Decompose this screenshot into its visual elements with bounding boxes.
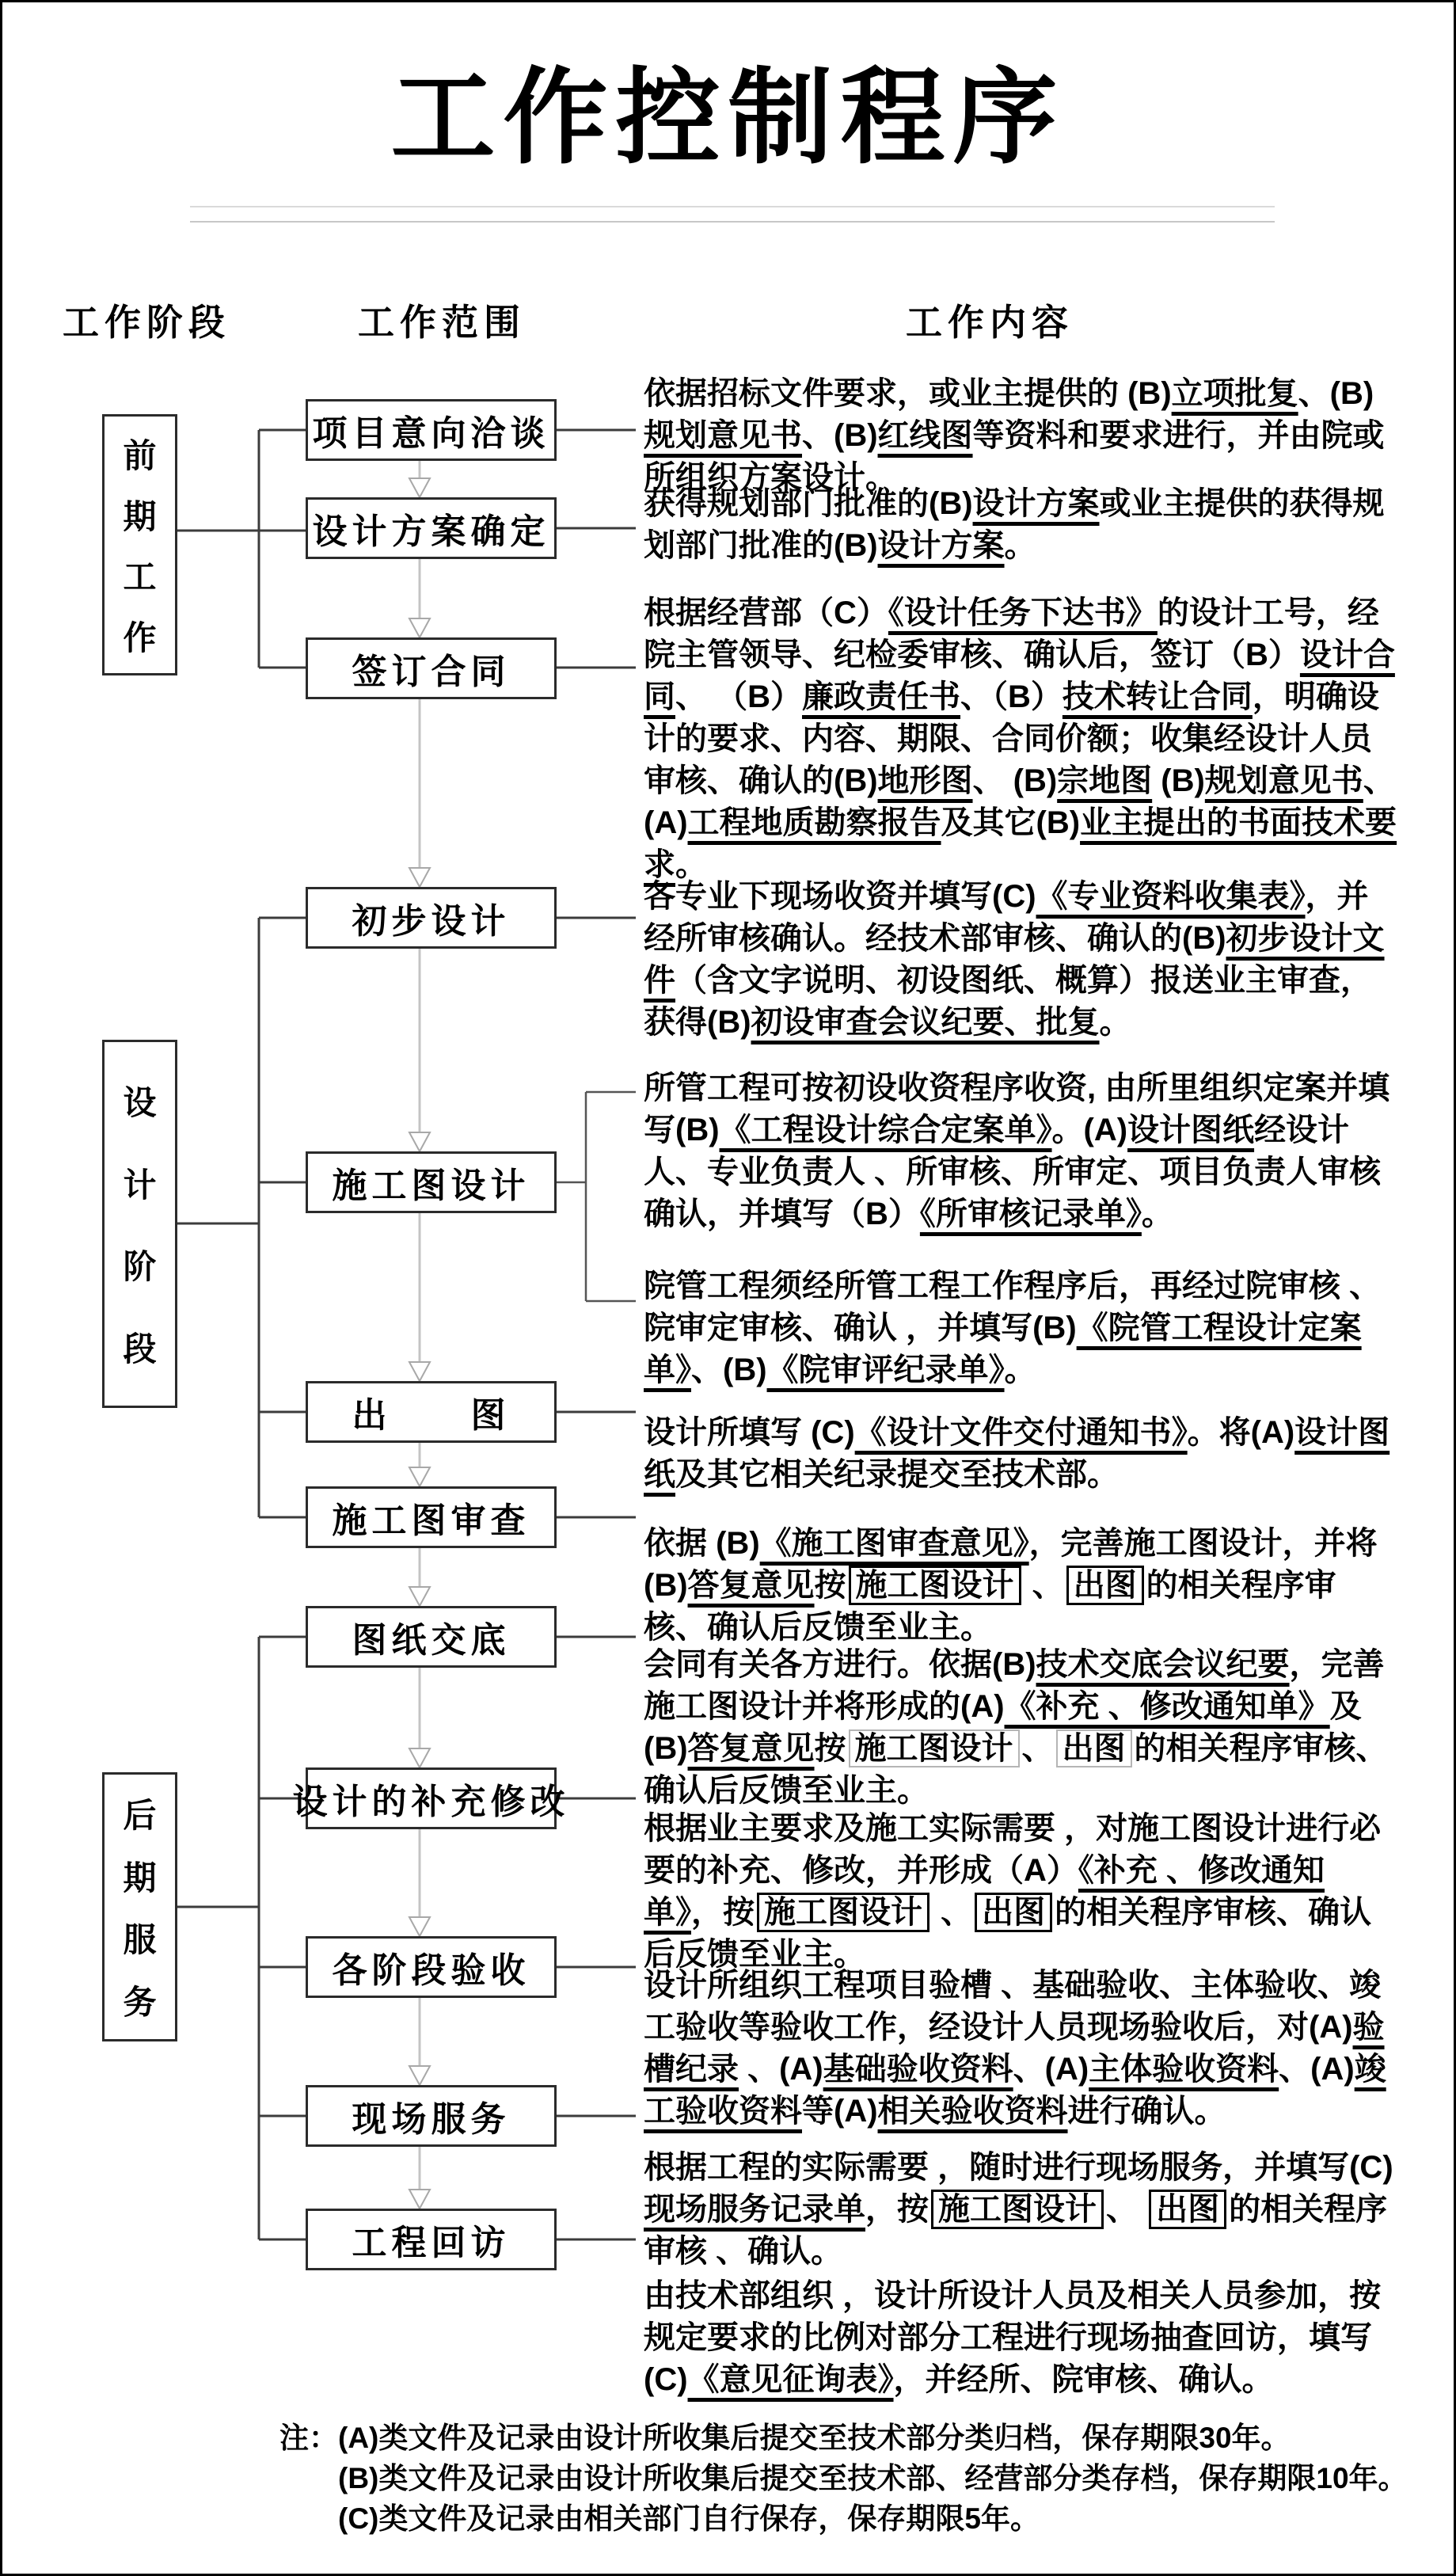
text-segment: 院管工程须经所管工程工作程序后，再经过院审核 、院审定审核、确认 ，并填写(B) — [644, 1269, 1382, 1345]
boxed-term: 施工图设计 — [931, 2190, 1104, 2229]
text-segment: 、(A) — [739, 2052, 823, 2087]
text-segment: ，按 — [691, 1895, 755, 1930]
boxed-term: 施工图设计 — [757, 1893, 929, 1932]
content-block-cd-design-branch — [644, 1067, 1397, 1235]
text-segment: 等(A) — [802, 2094, 878, 2129]
process-box-stage-acceptance: 各阶段验收 — [306, 1936, 557, 1998]
text-segment: 、 — [1021, 1731, 1054, 1766]
underlined-term: 业主提出的书面技术要求 — [644, 805, 1397, 882]
underlined-term: 宗地图 — [1057, 763, 1153, 798]
text-segment: 根据工程的实际需要 ，随时进行现场服务，并填写(C) — [644, 2150, 1393, 2185]
text-segment: 设计所填写 (C) — [644, 1415, 855, 1450]
text-segment: 的相关程序审核、确认后反馈至业主。 — [644, 1568, 1336, 1645]
process-box-site-service: 现场服务 — [306, 2085, 557, 2147]
text-segment: ，并经所、院审核、确认。 — [893, 2362, 1274, 2397]
stage-label-char: 期 — [123, 497, 157, 535]
boxed-term: 出图 — [975, 1893, 1052, 1932]
text-segment: ，完善施工图设计并将形成的(A) — [644, 1647, 1385, 1724]
underlined-term: 相关验收资料 — [877, 2094, 1068, 2129]
text-segment: 依据招标文件要求，或业主提供的 (B) — [644, 376, 1172, 411]
text-segment: 。将(A) — [1187, 1415, 1295, 1450]
process-box-drawing-output: 出 图 — [306, 1381, 557, 1443]
stage-label-char: 后 — [123, 1796, 157, 1834]
text-segment: 的相关程序审核、确认后反馈至业主。 — [644, 1895, 1372, 1972]
underlined-term: 《补充 、修改通知单》 — [1004, 1689, 1330, 1724]
text-segment: 按 — [814, 1568, 846, 1603]
text-segment: 各专业下现场收资并填写(C) — [644, 879, 1036, 914]
text-segment: 。(A) — [1051, 1113, 1128, 1147]
text-segment: 设计所组织工程项目验槽 、基础验收、主体验收、竣工验收等验收工作，经设计人员现场验收后，对(A) — [644, 1968, 1382, 2045]
text-segment: ，按 — [865, 2192, 929, 2227]
underlined-term: 工程地质勘察报告 — [687, 805, 941, 840]
text-segment: 依据 (B) — [644, 1526, 760, 1561]
text-segment: 的设计工号，经院主管领导、纪检委审核、确认后，签订（B） — [644, 595, 1379, 672]
underlined-term: 设计图纸 — [644, 1415, 1390, 1492]
text-segment: 、(A) — [644, 763, 1395, 840]
text-segment: ，完善施工图设计，并将(B) — [644, 1526, 1378, 1603]
process-box-drawing-review: 施工图审查 — [306, 1486, 557, 1548]
note-text: (C)类文件及记录由相关部门自行保存，保存期限5年。 — [338, 2502, 1040, 2535]
text-segment: 、(A) — [1013, 2052, 1089, 2087]
page-title: 工作控制程序 — [390, 60, 1066, 177]
text-segment: 根据经营部（C） — [644, 595, 888, 630]
text-segment: 按 — [814, 1731, 846, 1766]
text-segment: 根据业主要求及施工实际需要 ，对施工图设计进行必要的补充、修改，并形成（A） — [644, 1811, 1382, 1888]
text-segment: 。 — [1004, 528, 1036, 563]
process-box-sign-contract: 签订合同 — [306, 637, 557, 699]
underlined-term: 规划意见书 — [644, 418, 802, 453]
process-box-construction-drawing-design: 施工图设计 — [306, 1151, 557, 1213]
boxed-term: 出图 — [1149, 2190, 1226, 2229]
text-segment: 、 (B) — [972, 763, 1058, 798]
note-text: (B)类文件及记录由设计所收集后提交至技术部、经营部分类存档，保存期限10年。 — [338, 2462, 1408, 2494]
content-block-acceptance — [644, 1965, 1397, 2133]
underlined-term: 设计图纸 — [1127, 1113, 1255, 1147]
text-segment: 由技术部组织 ，设计所设计人员及相关人员参加，按规定要求的比例对部分工程进行现场抽查回访，填写 (C) — [644, 2278, 1382, 2397]
boxed-term: 施工图设计 — [849, 1729, 1020, 1767]
underlined-term: 设计方案 — [877, 528, 1005, 563]
text-segment: 所管工程可按初设收资程序收资, 由所里组织定案并填写(B) — [644, 1071, 1390, 1147]
underlined-term: 《施工图审查意见》 — [759, 1526, 1029, 1561]
content-block-sign-contract — [644, 592, 1397, 886]
underlined-term: 现场服务记录单 — [644, 2192, 865, 2227]
process-box-project-intent-talks: 项目意向洽谈 — [306, 399, 557, 461]
underlined-term: 初步设计文件 — [644, 921, 1385, 998]
underlined-term: 设计方案 — [972, 486, 1100, 521]
column-header-stage: 工作阶段 — [63, 302, 230, 343]
notes-prefix: 注： — [279, 2422, 338, 2454]
text-segment: (B) — [1152, 763, 1205, 798]
content-block-cd-design-yuan — [644, 1265, 1397, 1391]
underlined-term: 《补充 、修改通知单》 — [644, 1853, 1325, 1930]
text-segment: 会同有关各方进行。依据(B) — [644, 1647, 1036, 1682]
text-segment: 经设计人、专业负责人 、所审核、所审定、项目负责人审核确认，并填写（B） — [644, 1113, 1382, 1231]
stage-box-early-work — [102, 414, 177, 675]
stage-label-char: 服 — [123, 1921, 157, 1959]
note-line-b — [338, 2458, 1408, 2498]
stage-label-char: 务 — [123, 1984, 157, 2022]
underlined-term: 廉政责任书 — [802, 679, 960, 714]
underlined-term: 基础验收资料 — [823, 2052, 1013, 2087]
text-segment: 及其它(B) — [941, 805, 1081, 840]
text-segment: ，并经所审核确认。经技术部审核、确认的(B) — [644, 879, 1369, 956]
text-segment: 的相关程序审核、确认后反馈至业主。 — [644, 1731, 1388, 1808]
text-segment: 。 — [1004, 1353, 1036, 1387]
process-box-supplement-revision: 设计的补充修改 — [306, 1767, 557, 1829]
stage-label-char: 前 — [123, 436, 157, 474]
text-segment: 、 （B） — [675, 679, 802, 714]
text-segment: 、 — [1023, 1568, 1064, 1603]
stage-label-char: 作 — [123, 619, 157, 657]
boxed-term: 施工图设计 — [849, 1566, 1021, 1605]
boxed-term: 出图 — [1056, 1729, 1132, 1767]
text-segment: 获得规划部门批准的(B) — [644, 486, 973, 521]
stage-label-char: 段 — [123, 1330, 157, 1368]
column-header-scope: 工作范围 — [358, 302, 526, 343]
column-header-content: 工作内容 — [906, 302, 1074, 343]
underlined-term: 《院审评纪录单》 — [766, 1353, 1005, 1387]
underlined-term: 规划意见书 — [1204, 763, 1363, 798]
underlined-term: 《意见征询表》 — [687, 2362, 894, 2397]
underlined-term: 立项批复 — [1171, 376, 1298, 411]
process-box-design-scheme-confirm: 设计方案确定 — [306, 497, 557, 559]
boxed-term: 出图 — [1066, 1566, 1144, 1605]
content-block-drawing-output — [644, 1412, 1397, 1496]
underlined-term: 竣工验收资料 — [644, 2052, 1386, 2129]
stage-box-late-service — [102, 1772, 177, 2041]
text-segment: 及其它相关纪录提交至技术部。 — [675, 1457, 1119, 1492]
process-box-drawing-disclosure: 图纸交底 — [306, 1606, 557, 1668]
underlined-term: 《工程设计综合定案单》 — [719, 1113, 1052, 1147]
stage-box-design-phase — [102, 1040, 177, 1408]
underlined-term: 答复意见 — [687, 1568, 815, 1603]
text-segment: 等资料和要求进行，并由院或所组织方案设计。 — [644, 418, 1385, 495]
stage-label-char: 期 — [123, 1859, 157, 1897]
text-segment: 。 — [1141, 1197, 1173, 1231]
underlined-term: 验槽纪录 — [644, 2010, 1385, 2087]
content-block-project-intent — [644, 373, 1397, 499]
text-segment: 、 — [1106, 2192, 1147, 2227]
note-text: (A)类文件及记录由设计所收集后提交至技术部分类归档，保存期限30年。 — [338, 2422, 1291, 2454]
text-segment: 、(A) — [1279, 2052, 1355, 2087]
underlined-term: 主体验收资料 — [1089, 2052, 1279, 2087]
underlined-term: 技术交底会议纪要 — [1036, 1647, 1290, 1682]
text-segment: 进行确认。 — [1067, 2094, 1226, 2129]
process-box-preliminary-design: 初步设计 — [306, 887, 557, 949]
content-block-revisit — [644, 2275, 1397, 2401]
note-line-a — [279, 2418, 1408, 2458]
text-segment: 。 — [675, 847, 707, 882]
text-segment: 、(B) — [1298, 376, 1374, 411]
underlined-term: 红线图 — [877, 418, 973, 453]
text-segment: 、（B） — [960, 679, 1063, 714]
underlined-term: 《所审核记录单》 — [919, 1197, 1142, 1231]
stage-label-char: 设 — [123, 1083, 157, 1121]
underlined-term: 《设计任务下达书》 — [888, 595, 1158, 630]
underlined-term: 《设计文件交付通知书》 — [854, 1415, 1188, 1450]
text-segment: 的相关程序审核 、确认。 — [644, 2192, 1388, 2269]
text-segment: 及(B) — [644, 1689, 1362, 1766]
content-block-disclosure — [644, 1644, 1397, 1812]
underlined-term: 设计合同 — [644, 637, 1395, 714]
stage-label-char: 工 — [123, 558, 157, 596]
content-block-scheme-confirm — [644, 483, 1397, 567]
notes-section — [279, 2418, 1408, 2539]
text-segment: 、(B) — [691, 1353, 767, 1387]
content-block-drawing-review — [644, 1523, 1397, 1649]
stage-label-char: 阶 — [123, 1248, 157, 1286]
note-line-c — [338, 2498, 1408, 2539]
text-segment: 、(B) — [802, 418, 878, 453]
text-segment: 、 — [932, 1895, 973, 1930]
underlined-term: 地形图 — [877, 763, 973, 798]
process-box-project-revisit: 工程回访 — [306, 2209, 557, 2270]
underlined-term: 初设审查会议纪要、批复 — [751, 1005, 1100, 1040]
text-segment: ，明确设计的要求、内容、期限、合同价额；收集经设计人员审核、确认的(B) — [644, 679, 1379, 798]
content-block-site-service — [644, 2147, 1397, 2273]
underlined-term: 技术转让合同 — [1062, 679, 1253, 714]
underlined-term: 《专业资料收集表》 — [1036, 879, 1306, 914]
underlined-term: 答复意见 — [687, 1731, 815, 1766]
text-segment: 。 — [1099, 1005, 1131, 1040]
text-segment: 或业主提供的获得规划部门批准的(B) — [644, 486, 1385, 563]
stage-label-char: 计 — [123, 1166, 157, 1204]
bracket-lines — [557, 1092, 636, 1301]
content-block-preliminary — [644, 876, 1397, 1044]
content-block-supplement — [644, 1808, 1397, 1976]
text-segment: （含文字说明、初设图纸、概算）报送业主审查，获得(B) — [644, 963, 1372, 1040]
underlined-term: 《院管工程设计定案单》 — [644, 1311, 1362, 1387]
